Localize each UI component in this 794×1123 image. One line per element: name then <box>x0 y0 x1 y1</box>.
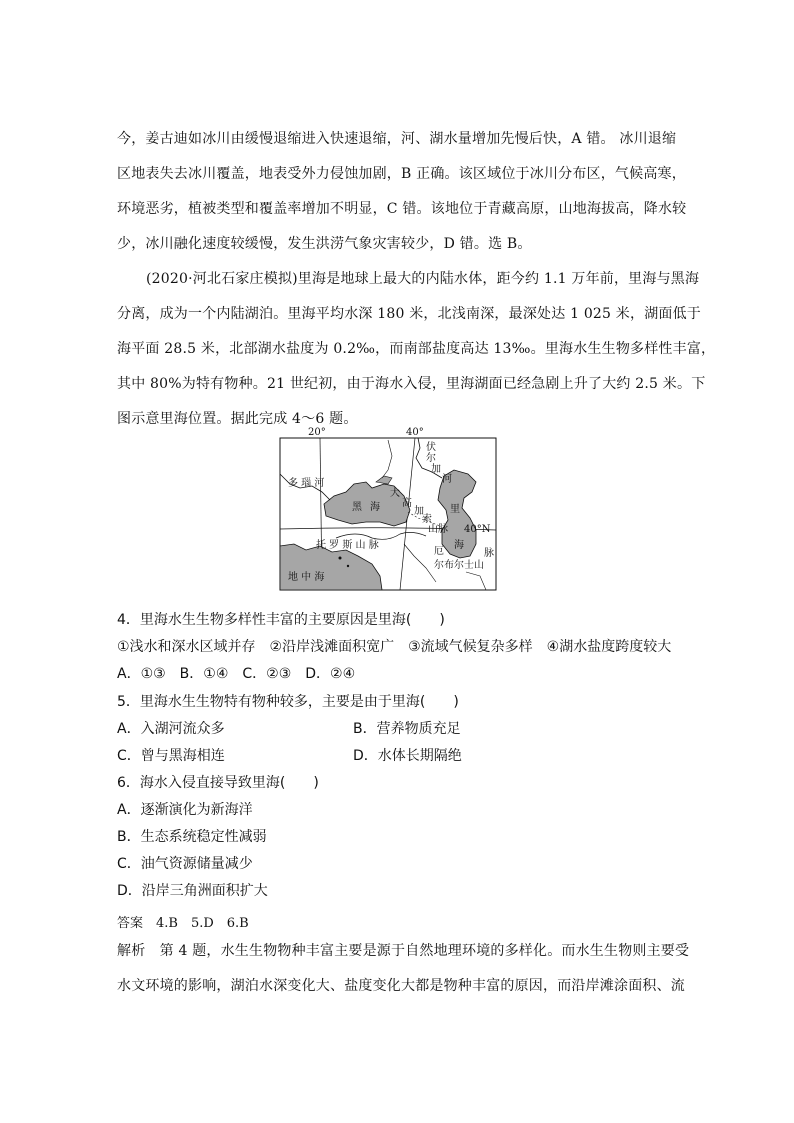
answer-line: 答案 4.B 5.D 6.B <box>117 916 249 931</box>
label-taurus: 托 罗 斯 山 脉 <box>316 540 379 551</box>
label-volga-1: 伏 <box>426 442 436 453</box>
q5-stem: 5．里海水生生物特有物种较多，主要是由于里海( ) <box>117 694 459 710</box>
paragraph1-line-4: 少，冰川融化速度较缓慢，发生洪涝气象灾害较少，D 错。选 B。 <box>117 236 532 252</box>
label-volga-3: 加 <box>431 464 441 475</box>
q4-items: ①浅水和深水区域并存 ②沿岸浅滩面积宽广 ③流域气候复杂多样 ④湖水盐度跨度较大 <box>117 639 672 655</box>
paragraph1-line-2: 区地表失去冰川覆盖，地表受外力侵蚀加剧，B 正确。该区域位于冰川分布区，气候高寒， <box>117 166 686 182</box>
label-elburz-3: 脉 <box>484 548 494 559</box>
label-caucasus-2: 高 <box>402 498 412 509</box>
label-20deg: 20° <box>308 427 326 438</box>
q4-stem: 4．里海水生生物多样性丰富的主要原因是里海( ) <box>117 612 445 628</box>
label-mediterranean: 地 中 海 <box>288 572 325 583</box>
q6-option-d: D．沿岸三角洲面积扩大 <box>117 883 268 899</box>
q5-option-c: C．曾与黑海相连 <box>117 748 225 764</box>
label-caspian-1: 里 <box>450 504 460 515</box>
q5-option-b: B．营养物质充足 <box>353 721 461 737</box>
island <box>339 557 342 560</box>
label-40deg: 40° <box>406 427 424 438</box>
label-caucasus-4: 索 <box>422 514 432 525</box>
q5-option-a: A．入湖河流众多 <box>117 721 225 737</box>
label-black-1: 黑 <box>352 502 362 513</box>
q4-options: A．①③ B．①④ C．②③ D．②④ <box>117 666 356 682</box>
q6-option-a: A．逐渐演化为新海洋 <box>117 802 253 818</box>
q5-option-d: D．水体长期隔绝 <box>353 748 462 764</box>
paragraph2-line-5: 图示意里海位置。据此完成 4～6 题。 <box>117 411 358 427</box>
map-svg <box>276 426 500 592</box>
analysis-line-1: 解析 第 4 题，水生生物物种丰富主要是源于自然地理环境的多样化。而水生生物则主要受 <box>117 943 690 959</box>
paragraph2-line-4: 其中 80%为特有物种。21 世纪初，由于海水入侵，里海湖面已经急剧上升了大约 2.5 米。下 <box>117 376 706 392</box>
island <box>347 565 349 567</box>
analysis-line-2: 水文环境的影响，湖泊水深变化大、盐度变化大都是物种丰富的原因，而沿岸滩涂面积、流 <box>117 978 685 994</box>
paragraph2-line-1: (2020·河北石家庄模拟)里海是地球上最大的内陆水体，距今约 1.1 万年前，里海与黑海 <box>146 271 700 287</box>
label-caucasus-5: 山 <box>428 524 438 535</box>
q6-option-c: C．油气资源储量减少 <box>117 856 253 872</box>
label-caucasus-6: 脉 <box>438 524 448 535</box>
label-caucasus-1: 大 <box>390 488 400 499</box>
label-caspian-2: 海 <box>454 540 464 551</box>
q6-option-b: B．生态系统稳定性减弱 <box>117 829 267 845</box>
paragraph1-line-3: 环境恶劣，植被类型和覆盖率增加不明显，C 错。该地位于青藏高原，山地海拔高，降水较 <box>117 201 687 217</box>
paragraph2-line-2: 分离，成为一个内陆湖泊。里海平均水深 180 米，北浅南深，最深处达 1 025 米，湖面低于 <box>117 306 701 322</box>
caspian-sea-map <box>276 426 500 592</box>
label-black-2: 海 <box>370 502 380 513</box>
label-volga-4: 河 <box>442 474 452 485</box>
label-40n: 40°N <box>464 524 491 535</box>
paragraph2-line-3: 海平面 28.5 米，北部湖水盐度为 0.2‰，而南部盐度高达 13‰。里海水生生物多样性丰富， <box>117 341 716 357</box>
paragraph1-line-1: 今，姜古迪如冰川由缓慢退缩进入快速退缩，河、湖水量增加先慢后快，A 错。 冰川退缩 <box>117 131 677 147</box>
label-elburz-2: 尔布尔士山 <box>434 560 484 571</box>
label-danube: 多 瑙 河 <box>288 478 325 489</box>
q6-stem: 6．海水入侵直接导致里海( ) <box>117 775 319 791</box>
label-elburz-1: 厄 <box>434 546 444 557</box>
label-volga-2: 尔 <box>426 453 436 464</box>
label-caucasus-3: 加 <box>414 506 424 517</box>
